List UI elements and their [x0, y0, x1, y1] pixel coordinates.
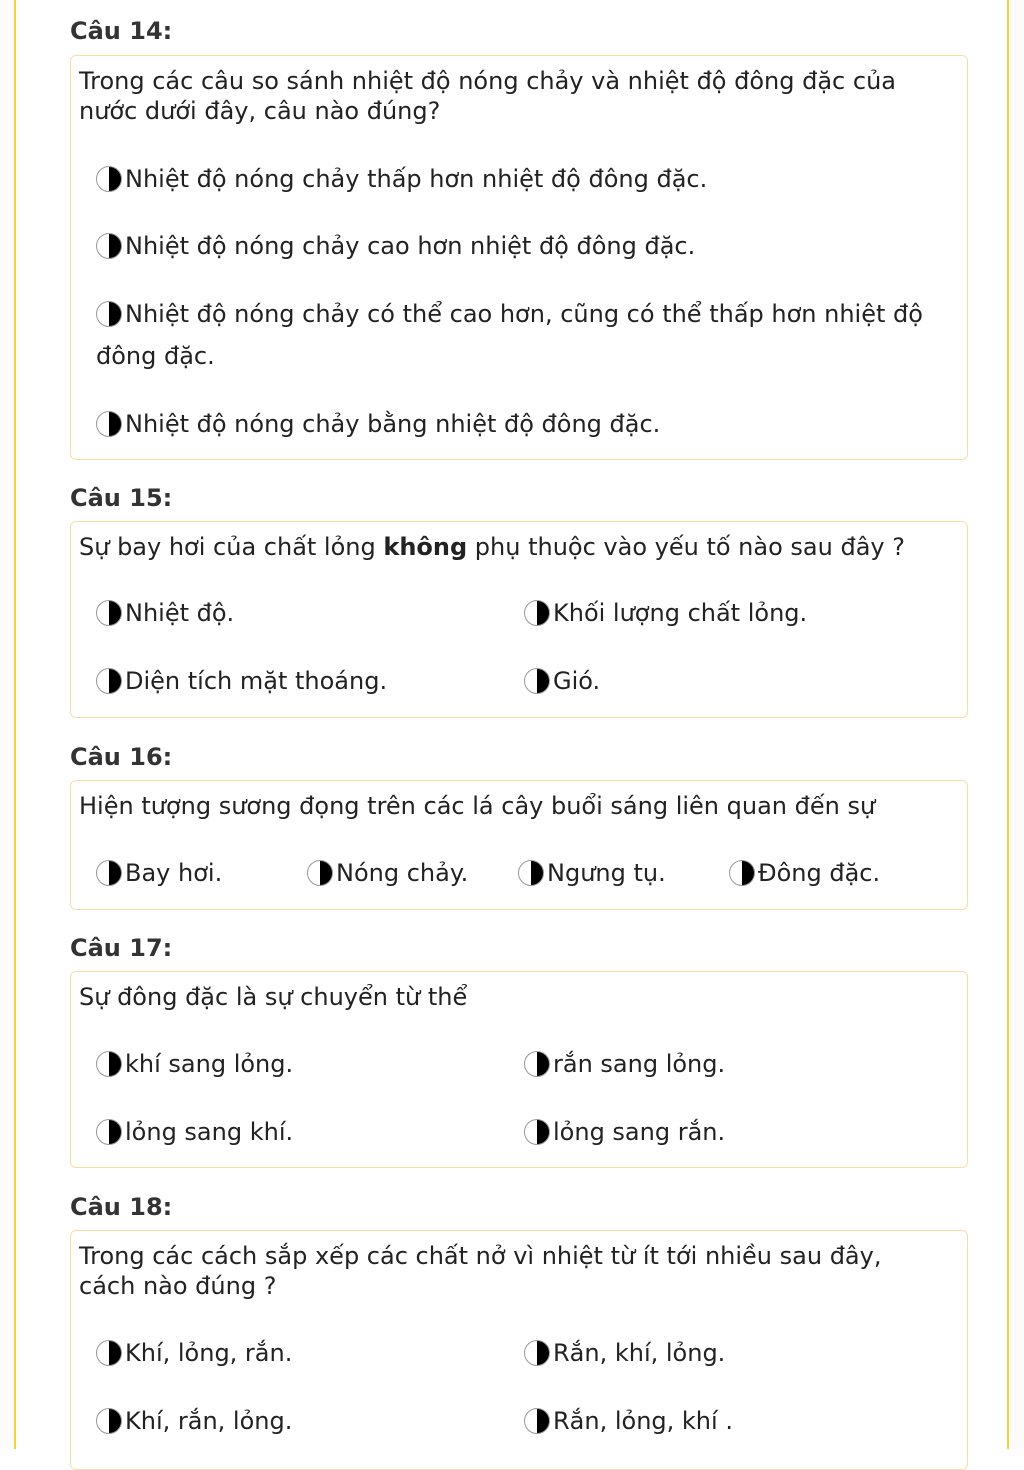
radio-icon[interactable] — [729, 860, 755, 886]
q17-option-c[interactable]: lỏng sang khí. — [96, 1111, 293, 1153]
q14-option-b[interactable]: Nhiệt độ nóng chảy cao hơn nhiệt độ đông đặc. — [96, 225, 695, 267]
left-border — [0, 0, 16, 1449]
radio-icon[interactable] — [96, 411, 122, 437]
q18-option-a[interactable]: Khí, lỏng, rắn. — [96, 1332, 292, 1374]
radio-icon[interactable] — [96, 860, 122, 886]
q16-option-b[interactable]: Nóng chảy. — [307, 852, 468, 894]
right-scroll-edge — [1007, 0, 1024, 1449]
radio-icon[interactable] — [96, 233, 122, 259]
q17-option-a[interactable]: khí sang lỏng. — [96, 1043, 293, 1085]
radio-icon[interactable] — [96, 1408, 122, 1434]
q18-option-d[interactable]: Rắn, lỏng, khí . — [524, 1400, 733, 1442]
q14-option-a[interactable]: Nhiệt độ nóng chảy thấp hơn nhiệt độ đông đặc. — [96, 158, 707, 200]
radio-icon[interactable] — [307, 860, 333, 886]
q14-option-c[interactable]: Nhiệt độ nóng chảy có thể cao hơn, cũng có thể thấp hơn nhiệt độ đông đặc. — [96, 300, 923, 370]
question-14-title: Câu 14: — [70, 17, 173, 45]
question-18-text: Trong các cách sắp xếp các chất nở vì nhiệt từ ít tới nhiều sau đây, cách nào đúng ? — [79, 1242, 882, 1300]
radio-icon[interactable] — [96, 668, 122, 694]
radio-icon[interactable] — [524, 1051, 550, 1077]
q15-option-a[interactable]: Nhiệt độ. — [96, 592, 234, 634]
radio-icon[interactable] — [96, 1051, 122, 1077]
question-18-box — [70, 1230, 968, 1470]
question-16-box — [70, 780, 968, 910]
q16-option-a[interactable]: Bay hơi. — [96, 852, 222, 894]
question-17-box — [70, 971, 968, 1168]
question-17-text: Sự đông đặc là sự chuyển từ thể — [79, 983, 468, 1011]
question-15-text: Sự bay hơi của chất lỏng không phụ thuộc vào yếu tố nào sau đây ? — [79, 533, 905, 561]
q15-option-c[interactable]: Diện tích mặt thoáng. — [96, 660, 387, 702]
question-17-title: Câu 17: — [70, 934, 173, 962]
q15-option-b[interactable]: Khối lượng chất lỏng. — [524, 592, 807, 634]
question-16-text: Hiện tượng sương đọng trên các lá cây buổi sáng liên quan đến sự — [79, 792, 876, 820]
radio-icon[interactable] — [96, 1340, 122, 1366]
q18-option-b[interactable]: Rắn, khí, lỏng. — [524, 1332, 725, 1374]
question-15-box — [70, 521, 968, 718]
question-14-box — [70, 55, 968, 460]
q17-option-d[interactable]: lỏng sang rắn. — [524, 1111, 725, 1153]
radio-icon[interactable] — [96, 1119, 122, 1145]
radio-icon[interactable] — [524, 1119, 550, 1145]
bold-keyword: không — [383, 533, 468, 561]
radio-icon[interactable] — [96, 301, 122, 327]
radio-icon[interactable] — [518, 860, 544, 886]
radio-icon[interactable] — [524, 668, 550, 694]
radio-icon[interactable] — [524, 1340, 550, 1366]
q17-option-b[interactable]: rắn sang lỏng. — [524, 1043, 725, 1085]
q15-option-d[interactable]: Gió. — [524, 660, 600, 702]
radio-icon[interactable] — [96, 166, 122, 192]
q18-option-c[interactable]: Khí, rắn, lỏng. — [96, 1400, 292, 1442]
q14-option-d[interactable]: Nhiệt độ nóng chảy bằng nhiệt độ đông đặc. — [96, 403, 660, 445]
radio-icon[interactable] — [96, 600, 122, 626]
q16-option-d[interactable]: Đông đặc. — [729, 852, 880, 894]
radio-icon[interactable] — [524, 1408, 550, 1434]
question-14-text: Trong các câu so sánh nhiệt độ nóng chảy và nhiệt độ đông đặc của nước dưới đây, câu nào đúng? — [79, 67, 896, 125]
q16-option-c[interactable]: Ngưng tụ. — [518, 852, 666, 894]
question-18-title: Câu 18: — [70, 1193, 173, 1221]
question-15-title: Câu 15: — [70, 484, 173, 512]
radio-icon[interactable] — [524, 600, 550, 626]
question-16-title: Câu 16: — [70, 743, 173, 771]
